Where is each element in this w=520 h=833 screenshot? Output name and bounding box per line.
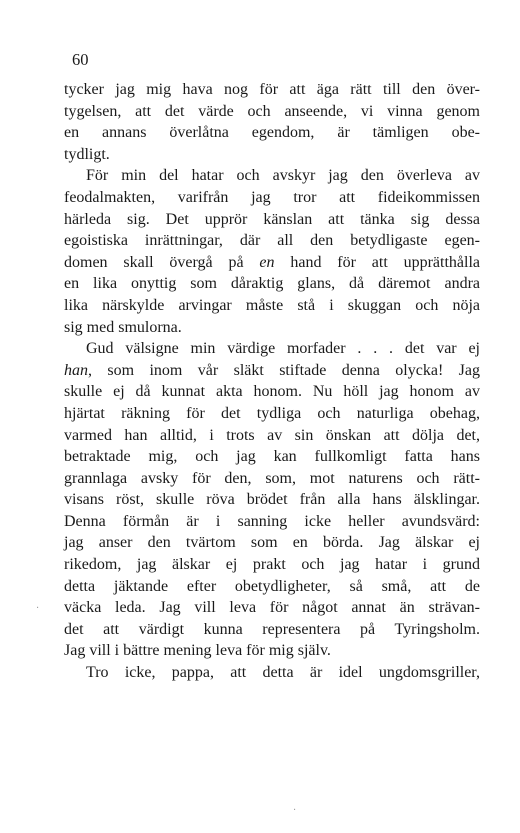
text-line xyxy=(64,403,480,425)
text-line xyxy=(64,230,480,252)
italic-text-run: en xyxy=(259,253,275,271)
text-run: rikedom, jag älskar ej prakt och jag hatar i grund xyxy=(64,556,480,574)
text-run: , som inom vår släkt stiftade denna olycka! Jag xyxy=(88,361,480,379)
text-run: visans röst, skulle röva brödet från alla hans älsklingar. xyxy=(64,491,480,509)
bottom-speck: · xyxy=(293,805,297,816)
text-line xyxy=(64,273,480,295)
text-line xyxy=(64,295,480,317)
text-run: varmed han alltid, i trots av sin önskan att dölja det, xyxy=(64,426,480,444)
text-line xyxy=(64,252,480,274)
italic-text-run: han xyxy=(64,361,88,379)
text-line xyxy=(64,122,480,144)
text-run: hand för att upprätthålla xyxy=(274,253,480,271)
text-run: tydligt. xyxy=(64,145,110,163)
text-run: Tro icke, pappa, att detta är idel ungdomsgriller, xyxy=(86,664,480,682)
text-line xyxy=(64,446,480,468)
text-line xyxy=(64,165,480,187)
text-run: tygelsen, att det värde och anseende, vi vinna genom xyxy=(64,102,480,120)
text-run: grannlaga avsky för den, som, mot naturens och rätt- xyxy=(64,469,480,487)
text-run: skulle ej då kunnat akta honom. Nu höll jag honom av xyxy=(64,383,480,401)
text-line xyxy=(64,554,480,576)
text-line xyxy=(64,101,480,123)
text-run: härleda sig. Det upprör känslan att tänka sig dessa xyxy=(64,210,480,228)
text-run: För min del hatar och avskyr jag den överleva av xyxy=(86,167,480,185)
text-run: en lika onyttig som dåraktig glans, då däremot andra xyxy=(64,275,480,293)
text-line xyxy=(64,532,480,554)
text-run: det att värdigt kunna representera på Tyringsholm. xyxy=(64,620,480,638)
page-number: 60 xyxy=(72,50,89,69)
text-run: väcka leda. Jag vill leva för något annat än strävan- xyxy=(64,599,480,617)
text-line xyxy=(64,317,480,339)
text-run: Jag vill i bättre mening leva för mig själv. xyxy=(64,642,331,660)
text-line xyxy=(64,576,480,598)
text-run: lika närskylde arvingar måste stå i skuggan och nöja xyxy=(64,296,480,314)
text-line xyxy=(64,360,480,382)
text-line xyxy=(64,662,480,684)
text-run: egoistiska inrättningar, där all den betydligaste egen- xyxy=(64,232,480,250)
text-run: feodalmakten, varifrån jag tror att fideikommissen xyxy=(64,188,480,206)
text-line xyxy=(64,619,480,641)
margin-speck: · xyxy=(36,603,40,614)
text-run: betraktade mig, och jag kan fullkomligt fatta hans xyxy=(64,448,480,466)
text-run: tycker jag mig hava nog för att äga rätt till den över- xyxy=(64,81,480,98)
text-line xyxy=(64,79,480,101)
text-line xyxy=(64,209,480,231)
text-line xyxy=(64,511,480,533)
text-run: sig med smulorna. xyxy=(64,318,182,336)
text-run: hjärtat räkning för det tydliga och naturliga obehag, xyxy=(64,404,480,422)
text-line xyxy=(64,640,480,662)
text-run: domen skall övergå på xyxy=(64,253,260,271)
text-line xyxy=(64,468,480,490)
text-run: jag anser den tvärtom som en börda. Jag älskar ej xyxy=(64,534,480,552)
text-run: Denna förmån är i sanning icke heller avundsvärd: xyxy=(64,512,480,530)
text-line xyxy=(64,597,480,619)
text-line xyxy=(64,187,480,209)
text-run: en annans överlåtna egendom, är tämligen obe- xyxy=(64,124,480,142)
text-line xyxy=(64,425,480,447)
text-line xyxy=(64,489,480,511)
text-run: Gud välsigne min värdige morfader . . . det var ej xyxy=(86,340,480,358)
text-line xyxy=(64,338,480,360)
text-line xyxy=(64,381,480,403)
text-run: detta jäktande efter obetydligheter, så små, att de xyxy=(64,577,480,595)
body-text xyxy=(64,79,480,684)
text-line xyxy=(64,144,480,166)
